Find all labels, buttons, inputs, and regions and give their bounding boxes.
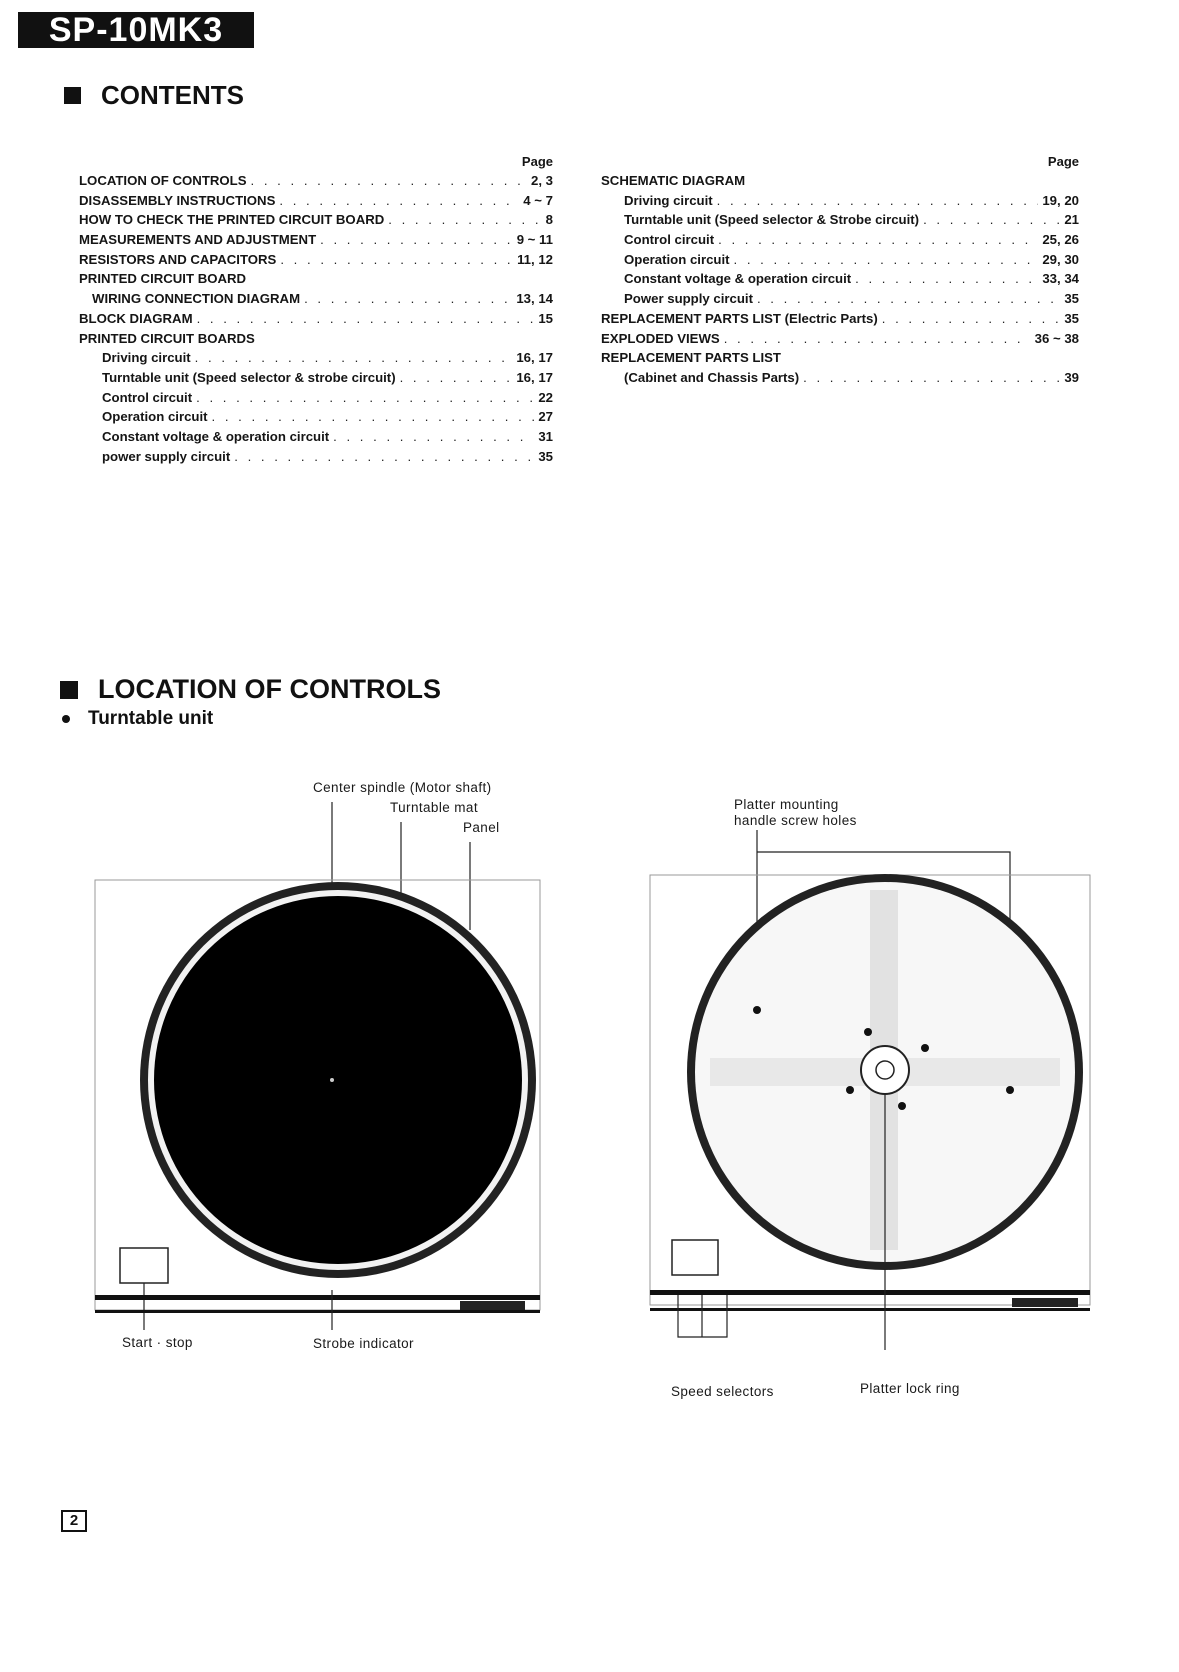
toc-page-header: Page: [1047, 154, 1079, 169]
toc-dot-leader: [279, 191, 519, 211]
toc-entry-page: 35: [1064, 291, 1079, 307]
toc-entry: [79, 407, 553, 427]
screw-hole: [846, 1086, 854, 1094]
toc-entry-page: 11, 12: [517, 251, 553, 267]
start-stop-button: [120, 1248, 168, 1283]
center-spindle: [330, 1078, 334, 1082]
toc-entry-title: RESISTORS AND CAPACITORS: [79, 251, 277, 267]
toc-entry: [601, 289, 1079, 309]
toc-dot-leader: [717, 191, 1039, 211]
toc-entry-page: 21: [1064, 212, 1079, 228]
toc-entry: [79, 309, 553, 329]
platter-lock-ring: [861, 1046, 909, 1094]
toc-entry: [79, 269, 553, 289]
toc-entry-page: 16, 17: [516, 350, 553, 366]
toc-entry-title: REPLACEMENT PARTS LIST (Electric Parts): [601, 310, 878, 326]
toc-entry: [601, 250, 1079, 270]
toc-entry: [79, 230, 553, 250]
toc-dot-leader: [855, 269, 1038, 289]
toc-entry: [601, 171, 1079, 191]
model-badge: SP-10MK3: [18, 12, 254, 48]
toc-entry-page: 35: [538, 448, 553, 464]
front-strip-bottom: [650, 1308, 1090, 1311]
contents-heading: [64, 80, 244, 111]
front-strip-bottom: [95, 1310, 540, 1313]
toc-entry-title: Power supply circuit: [624, 291, 753, 307]
toc-entry-title: power supply circuit: [102, 448, 231, 464]
toc-entry: [79, 171, 553, 191]
toc-entry-page: 19, 20: [1042, 192, 1079, 208]
toc-entry: [79, 210, 553, 230]
toc-entry: [601, 230, 1079, 250]
screw-hole: [753, 1006, 761, 1014]
toc-entry-page: 9 ~ 11: [516, 232, 553, 248]
toc-dot-leader: [333, 427, 534, 447]
brand-plate: [1012, 1298, 1078, 1307]
toc-entry: [601, 329, 1079, 349]
toc-entry-page: 13, 14: [516, 291, 553, 307]
label-strobe-indicator: Strobe indicator: [313, 1336, 414, 1351]
label-start-stop: Start · stop: [122, 1335, 193, 1350]
toc-entry: [79, 427, 553, 447]
toc-entry-page: 35: [1064, 310, 1079, 326]
toc-entry-page: 25, 26: [1042, 232, 1079, 248]
turntable-diagram-right: [640, 790, 1110, 1390]
toc-entry-title: MEASUREMENTS AND ADJUSTMENT: [79, 232, 317, 248]
toc-entry-page: 15: [538, 310, 553, 326]
toc-entry-page: 27: [538, 409, 553, 425]
label-platter-lock-ring: Platter lock ring: [860, 1381, 960, 1396]
toc-dot-leader: [212, 407, 535, 427]
toc-entry: [79, 191, 553, 211]
toc-dot-leader: [234, 447, 534, 467]
toc-dot-leader: [757, 289, 1060, 309]
toc-dot-leader: [803, 368, 1060, 388]
toc-page-header: Page: [521, 154, 553, 169]
screw-hole: [1006, 1086, 1014, 1094]
label-center-spindle: Center spindle (Motor shaft): [313, 780, 492, 795]
front-strip-top: [95, 1295, 540, 1300]
toc-dot-leader: [280, 250, 513, 270]
turntable-diagram-left: [90, 790, 550, 1360]
toc-dot-leader: [196, 388, 534, 408]
toc-dot-leader: [388, 210, 541, 230]
screw-hole: [921, 1044, 929, 1052]
toc-entry-title: Constant voltage & operation circuit: [102, 428, 330, 444]
toc-entry: [601, 210, 1079, 230]
location-heading-text: LOCATION OF CONTROLS: [98, 674, 441, 704]
toc-dot-leader: [923, 210, 1060, 230]
label-platter-mounting-2: handle screw holes: [734, 813, 857, 828]
subtitle-text: Turntable unit: [88, 708, 214, 729]
toc-entry-page: 39: [1064, 369, 1079, 385]
toc-dot-leader: [400, 368, 513, 388]
toc-entry-title: HOW TO CHECK THE PRINTED CIRCUIT BOARD: [79, 212, 385, 228]
toc-entry: [79, 250, 553, 270]
toc-entry-title: Turntable unit (Speed selector & Strobe circuit): [624, 212, 920, 228]
toc-entry: [79, 388, 553, 408]
toc-entry-title: SCHEMATIC DIAGRAM: [601, 173, 746, 188]
label-panel: Panel: [463, 820, 500, 835]
toc-dot-leader: [197, 309, 535, 329]
toc-entry-title: Operation circuit: [102, 409, 208, 425]
toc-entry: [601, 309, 1079, 329]
toc-entry-page: 4 ~ 7: [523, 192, 553, 208]
label-speed-selectors: Speed selectors: [671, 1384, 774, 1399]
toc-entry-page: 16, 17: [516, 369, 553, 385]
toc-entry: [601, 368, 1079, 388]
toc-entry-page: 36 ~ 38: [1034, 330, 1079, 346]
toc-entry-title: Driving circuit: [624, 192, 713, 208]
toc-entry-page: 8: [545, 212, 553, 228]
toc-dot-leader: [724, 329, 1031, 349]
toc-entry-page: 2, 3: [531, 173, 553, 188]
toc-entry-title: Driving circuit: [102, 350, 191, 366]
toc-entry-page: 31: [538, 428, 553, 444]
turntable-mat: [154, 896, 522, 1264]
toc-entry-title: EXPLODED VIEWS: [601, 330, 720, 346]
toc-entry: [79, 348, 553, 368]
toc-dot-leader: [195, 348, 513, 368]
toc-entry-title: DISASSEMBLY INSTRUCTIONS: [79, 192, 276, 208]
toc-dot-leader: [304, 289, 512, 309]
page-number: 2: [61, 1510, 87, 1532]
screw-hole: [898, 1102, 906, 1110]
screw-hole: [864, 1028, 872, 1036]
toc-entry: [601, 191, 1079, 211]
location-heading: [60, 674, 441, 705]
contents-heading-text: CONTENTS: [101, 80, 244, 110]
toc-right-column: [601, 153, 1079, 388]
toc-dot-leader: [718, 230, 1038, 250]
toc-entry: [79, 368, 553, 388]
toc-entry-title: Control circuit: [102, 389, 193, 405]
toc-entry: [79, 329, 553, 349]
heading-square-icon: [60, 681, 78, 699]
toc-entry-title: Operation circuit: [624, 251, 730, 267]
toc-entry-title: REPLACEMENT PARTS LIST: [601, 350, 781, 366]
toc-entry-title: Constant voltage & operation circuit: [624, 271, 852, 287]
toc-entry-title: WIRING CONNECTION DIAGRAM: [92, 291, 301, 307]
toc-entry-title: BLOCK DIAGRAM: [79, 310, 193, 326]
toc-entry-page: 29, 30: [1042, 251, 1079, 267]
toc-entry: [601, 348, 1079, 368]
toc-entry-title: PRINTED CIRCUIT BOARDS: [79, 330, 255, 346]
toc-dot-leader: [734, 250, 1039, 270]
speed-selector-panel: [672, 1240, 718, 1275]
toc-dot-leader: [882, 309, 1061, 329]
toc-entry-title: Control circuit: [624, 232, 715, 248]
toc-entry-title: LOCATION OF CONTROLS: [79, 173, 247, 188]
toc-entry: [79, 289, 553, 309]
turntable-unit-subtitle: [62, 708, 213, 730]
heading-square-icon: [64, 87, 81, 104]
brand-plate: [460, 1301, 525, 1310]
toc-dot-leader: [251, 171, 527, 191]
toc-entry: [601, 269, 1079, 289]
toc-entry-page: 22: [538, 389, 553, 405]
toc-entry-page: 33, 34: [1042, 271, 1079, 287]
toc-left-column: [79, 153, 553, 466]
toc-dot-leader: [320, 230, 513, 250]
label-turntable-mat: Turntable mat: [390, 800, 478, 815]
label-platter-mounting-1: Platter mounting: [734, 797, 839, 812]
toc-entry: [79, 447, 553, 467]
toc-entry-title: (Cabinet and Chassis Parts): [624, 369, 800, 385]
toc-entry-title: Turntable unit (Speed selector & strobe circuit): [102, 369, 396, 385]
toc-entry-title: PRINTED CIRCUIT BOARD: [79, 271, 247, 287]
bullet-icon: [62, 715, 70, 723]
front-strip-top: [650, 1290, 1090, 1295]
